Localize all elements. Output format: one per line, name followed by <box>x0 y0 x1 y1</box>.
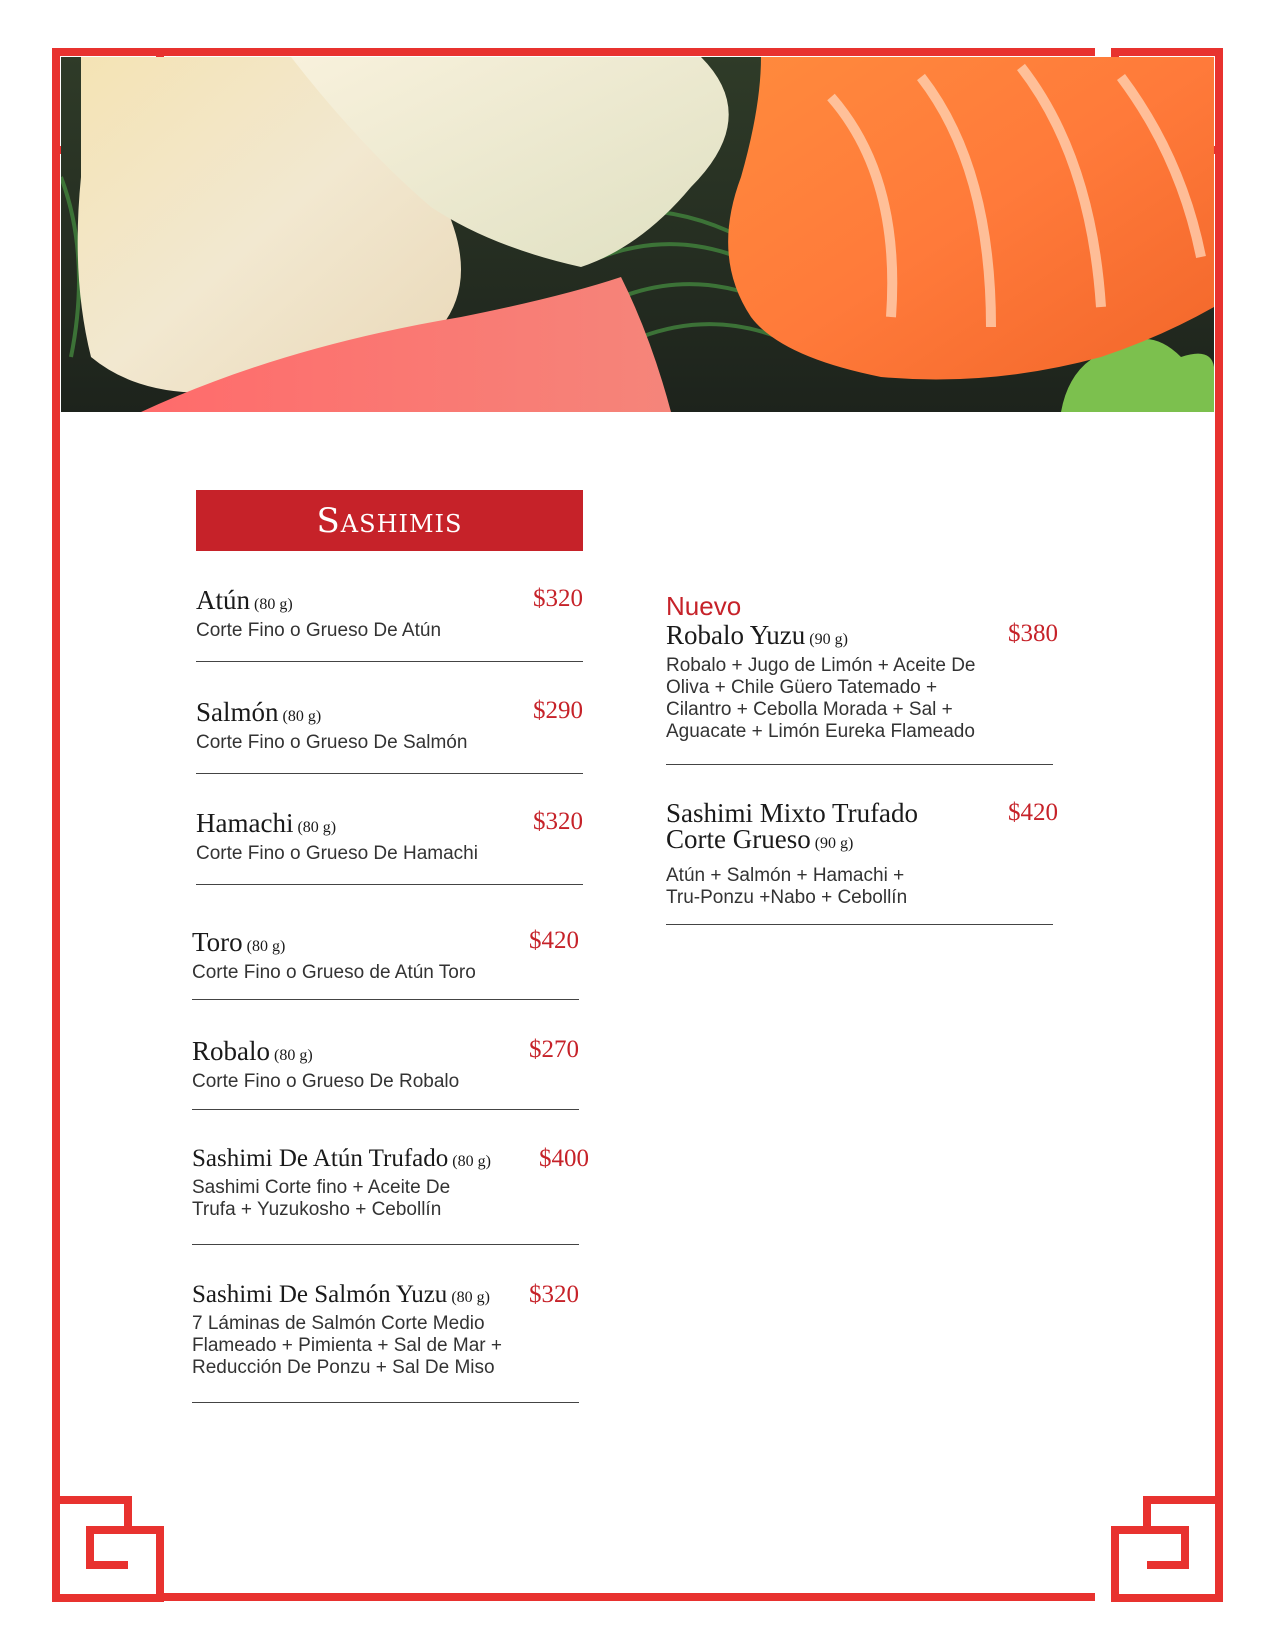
item-description: 7 Láminas de Salmón Corte Medio Flameado + Pimienta + Sal de Mar + Reducción De Ponzu + Sal De Miso <box>192 1313 502 1378</box>
corner-ornament-bottom-left <box>56 1500 160 1598</box>
sashimi-photo-image <box>61 57 1214 412</box>
item-weight: (90 g) <box>809 631 848 648</box>
item-weight: (80 g) <box>282 708 322 725</box>
item-price: $320 <box>533 808 583 835</box>
menu-item <box>196 697 583 774</box>
item-name: Robalo <box>192 1036 270 1066</box>
item-description: Corte Fino o Grueso De Hamachi <box>196 843 478 864</box>
item-description: Robalo + Jugo de Limón + Aceite De Oliva + Chile Güero Tatemado + Cilantro + Cebolla Morada + Sal + Aguacate + Limón Eureka Flameado <box>666 655 976 742</box>
item-description: Corte Fino o Grueso De Atún <box>196 620 442 641</box>
menu-item <box>192 1036 579 1110</box>
item-name-line2: Corte Grueso <box>666 824 811 854</box>
item-name: Sashimi De Atún Trufado <box>192 1145 449 1172</box>
item-weight: (80 g) <box>274 1047 313 1064</box>
item-weight: (80 g) <box>452 1153 491 1170</box>
item-name: Salmón <box>196 697 279 727</box>
item-price: $320 <box>533 585 583 612</box>
menu-item <box>192 1281 579 1403</box>
menu-item <box>196 585 583 662</box>
item-name: Robalo Yuzu <box>666 620 806 650</box>
item-description: Atún + Salmón + Hamachi + Tru-Ponzu +Nabo + Cebollín <box>666 865 908 908</box>
item-description: Sashimi Corte fino + Aceite De Trufa + Yuzukosho + Cebollín <box>192 1177 451 1220</box>
item-price: $320 <box>529 1281 579 1308</box>
item-description: Corte Fino o Grueso De Salmón <box>196 732 468 753</box>
item-price: $400 <box>539 1145 589 1172</box>
item-price: $380 <box>1008 620 1058 647</box>
item-name: Sashimi De Salmón Yuzu <box>192 1281 448 1308</box>
item-description: Corte Fino o Grueso De Robalo <box>192 1071 460 1092</box>
item-price: $270 <box>529 1036 579 1063</box>
item-name: Atún <box>196 585 250 615</box>
menu-item <box>192 1145 589 1245</box>
corner-ornament-bottom-right <box>1115 1500 1219 1598</box>
new-badge: Nuevo <box>666 591 742 621</box>
item-description: Corte Fino o Grueso de Atún Toro <box>192 962 476 983</box>
item-weight: (90 g) <box>814 835 854 852</box>
item-weight: (80 g) <box>451 1289 490 1306</box>
item-price: $420 <box>1008 799 1058 826</box>
menu-item <box>196 808 583 885</box>
item-name: Sashimi Mixto Trufado <box>666 798 919 828</box>
item-price: $420 <box>529 927 579 954</box>
section-header-sashimis <box>196 490 583 551</box>
item-price: $290 <box>533 697 583 724</box>
menu-item <box>666 591 1058 765</box>
menu-item <box>666 798 1058 925</box>
item-weight: (80 g) <box>254 596 293 613</box>
item-weight: (80 g) <box>297 819 337 836</box>
item-name: Hamachi <box>196 808 294 838</box>
item-weight: (80 g) <box>246 938 286 955</box>
section-title: Sashimis <box>316 500 463 541</box>
menu-item <box>192 927 579 1000</box>
item-name: Toro <box>192 927 243 957</box>
